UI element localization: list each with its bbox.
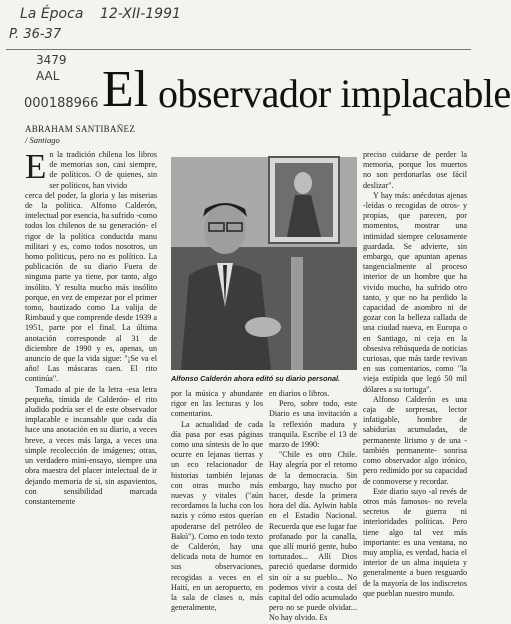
column-4-surprises: Alfonso Calderón es una caja de sorpresas, lector infatigable, hombre de sabidurías acumuladas, de permanente lirismo y de una -también permanente- sonrisa como observador algo irónico, pero redimido por su capacidad de conmoverse y recordar. bbox=[363, 394, 467, 486]
handwritten-code-1: 3479 bbox=[36, 53, 67, 67]
title-el: El bbox=[102, 61, 149, 118]
column-1 bbox=[25, 147, 157, 600]
handwritten-source: La Época bbox=[20, 6, 84, 22]
column-4-anecdotes: Y hay más: anécdotas ajenas -leídas o recogidas de otros- y propias, que parecen, por momentos, mostrar una intimidad siempre celosamente guardada. Se advierte, sin embargo, que apuntan apenas tangencialmente al proceso interior de un hombre que ha vivido mucho, ha sufrido otro tanto, y que no ha perdido la capacidad de asombro ni de gozar con la belleza callada de una ciudad nueva, en Europa o en Santiago, ni ceja en la obsesiva rebúsqueda de noticias curiosas, que más tarde revivan en sus comentarios, como "la vieja estípida que legó 50 mil dólares a su tortuga". bbox=[363, 190, 467, 394]
column-3-start: en diarios o libros. bbox=[269, 389, 330, 398]
column-4 bbox=[363, 150, 467, 600]
column-1-main: cerca del poder, la gloria y las miserias de la política. Alfonso Calderón, intelectual por esencia, ha sufrido -como todos los chilenos de su generación- el rigor de la política conducida manu militari y es, como todos nosotros, un homo politicus, pero no es político. La publicación de su diario Fuera de ninguna parte ya tiene, por tanto, algo insólito. Y resulta mucho más insólito porque, en vez de empezar por el primer tomo, bautizado como La valija de Rimbaud y que comprende desde 1939 a 1951, parte por el final. La última anotación corresponde al 31 de diciembre de 1990 y es, apenas, un anuncio de que la vida sigue: "¡Se va el año! Las máscaras caen. El rito continúa". bbox=[25, 190, 157, 384]
handwritten-date: 12-XII-1991 bbox=[100, 6, 181, 22]
column-4-start: preciso cuidarse de perder la memoria, porque los muertos no son perdonarlas ose fácil deslizar". bbox=[363, 150, 467, 190]
column-3-quote: "Chile es otro Chile. Hay alegría por el retorno de la democracia. Sin embargo, hay mucho por hacer, desde la primera hora del día. Aylwin habla en el Estadio Nacional. Recuerda que ese lugar fue profanado por la canalla, que allí murió gente, hubo torturados... Allí Dios pareció quedarse dormido sin oír a su pueblo... No podemos vivir a costa del capital del odio acumulado pero no se puede olvidar... No hay olvido. Es bbox=[269, 450, 357, 623]
title-main: observador implacable bbox=[158, 71, 511, 116]
column-2-body: La actualidad de cada día pasa por esas páginas como una síntesis de lo que ocurre en lejanas tierras y un eco relacionador de historias también lejanas con otras mucho más nuevas y vitales ("aún recordamos la lucha con los nazis y cómo estos querían apoderarse del petróleo de Bakú"). Como en todo texto de Calderón, hay una delicada nota de humor en sus observaciones, recogidas a veces en el Haití, en un aeropuerto, en la sala de clases o, más generalmente, bbox=[171, 419, 263, 613]
column-3-body: Pero, sobre todo, este Diario es una invitación a la reflexión madura y tranquila. Escribe el 13 de marzo de 1990: bbox=[269, 399, 357, 450]
author-byline: ABRAHAM SANTIBAÑEZ bbox=[25, 124, 136, 134]
intro-text: n la tradición chilena los libros de memorias son, casi siempre, de políticos. O de quienes, sin ser políticos, han vivido bbox=[49, 150, 157, 190]
author-location: / Santiago bbox=[25, 135, 60, 145]
top-rule bbox=[6, 49, 471, 50]
photo-illustration bbox=[171, 157, 357, 370]
drop-cap: E bbox=[25, 147, 47, 186]
column-4-closing: Este diario suyo -al revés de otros más famosos- no revela secretos de guerra ni interioridades políticas. Pero tiene algo tal vez más importante: es una ventana, no muy amplia, es verdad, hacia el interior de un alma inquieta y generalmente a buen resguardo de la mayoría de los indiscretos que pueblan nuestro mundo. bbox=[363, 486, 467, 598]
column-3 bbox=[269, 389, 357, 623]
article-photo bbox=[171, 157, 357, 370]
column-2-start: por la música y abundante rigor en las lecturas y los comentarios. bbox=[171, 389, 263, 419]
column-1-tail: Tomado al pie de la letra -esa letra pequeña, tímida de Calderón- el rito aludido podría ser el de este observador implacable e incansable que cada día hace una anotación en su diario, a veces breve, a veces más larga, a veces una simple recolección de imágenes; otras, un verdadero mini-ensayo, siempre una obra maestra del placer intelectual de ir dejando memoria de sí, sin aspavientos, con sensibilidad marcada constantemente bbox=[25, 384, 157, 506]
handwritten-code-3: 000188966 bbox=[24, 96, 99, 111]
column-1-intro bbox=[25, 147, 157, 191]
handwritten-code-2: AAL bbox=[36, 69, 60, 83]
photo-caption: Alfonso Calderón ahora editó su diario personal. bbox=[171, 374, 341, 383]
handwritten-page: P. 36-37 bbox=[9, 27, 62, 42]
column-2 bbox=[171, 389, 263, 613]
